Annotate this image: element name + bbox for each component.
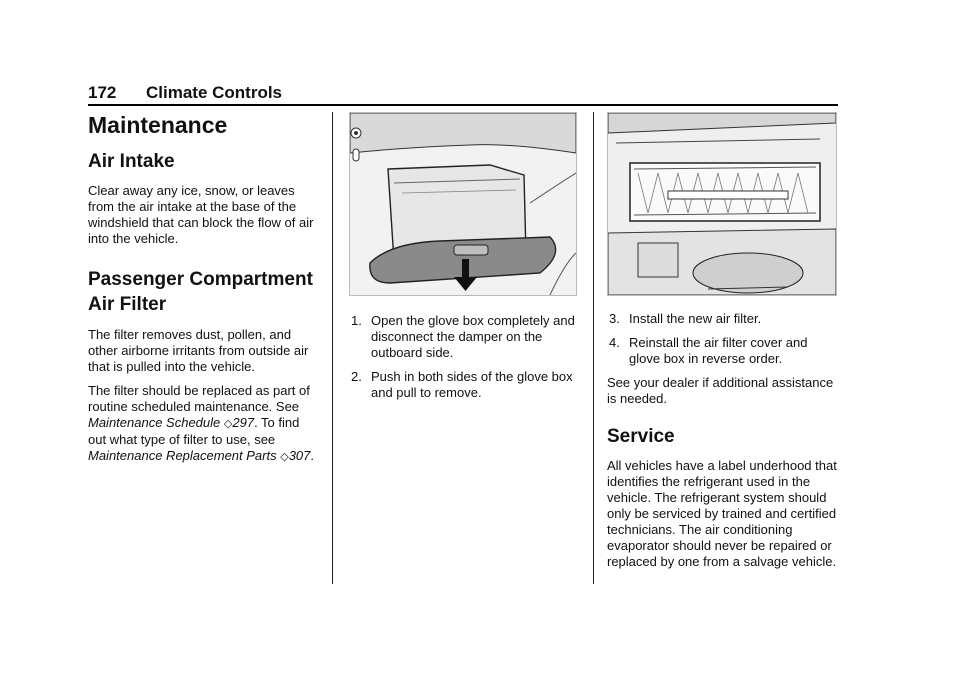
replacement-parts-link[interactable]: Maintenance Replacement Parts	[88, 448, 277, 463]
heading-air-filter: Passenger Compartment Air Filter	[88, 269, 313, 315]
xref-icon: ◇	[223, 418, 233, 430]
page-ref[interactable]: 307	[288, 448, 311, 463]
text: . To find out what type of filter to use, see	[88, 415, 300, 447]
air-intake-text: Clear away any ice, snow, or leaves from the air intake at the base of the windshield that can block the flow of air into the vehicle.	[88, 183, 314, 246]
list-item: 1. Open the glove box completely and disconnect the damper on the outboard side.	[351, 313, 575, 360]
text: The filter should be replaced as part of routine scheduled maintenance. See	[88, 383, 310, 414]
column-divider	[332, 112, 333, 584]
heading-air-intake: Air Intake	[88, 151, 175, 172]
glove-box-illustration	[349, 112, 577, 296]
page-number: 172	[88, 83, 117, 102]
page-ref[interactable]: 297	[232, 415, 255, 430]
service-text: All vehicles have a label underhood that identifies the refrigerant used in the vehicle. The refrigerant system should only be serviced by trained and certified technicians. The air conditioning evaporator should never be repaired or replaced by one from a salvage vehicle.	[607, 458, 837, 569]
filter-description: The filter removes dust, pollen, and other airborne irritants from outside air that is pulled into the vehicle.	[88, 327, 309, 374]
steps-list	[607, 311, 839, 367]
heading-service: Service	[607, 426, 675, 447]
heading-maintenance: Maintenance	[88, 112, 228, 138]
section-title: Climate Controls	[146, 83, 283, 102]
filter-replacement-text	[88, 383, 320, 465]
maintenance-schedule-link[interactable]: Maintenance Schedule	[88, 415, 221, 430]
column-middle	[349, 112, 579, 409]
xref-icon: ◇	[280, 451, 289, 463]
dealer-text: See your dealer if additional assistance is needed.	[607, 375, 834, 406]
list-item: 3. Install the new air filter.	[609, 311, 762, 326]
air-filter-illustration	[607, 112, 837, 296]
column-right	[607, 112, 839, 578]
column-divider	[593, 112, 594, 584]
steps-list	[349, 313, 579, 401]
list-item: 4. Reinstall the air filter cover and glove box in reverse order.	[609, 335, 808, 366]
text: .	[310, 448, 315, 463]
list-item: 2. Push in both sides of the glove box and pull to remove.	[351, 369, 573, 400]
page-header	[88, 82, 838, 106]
column-left	[88, 112, 320, 473]
